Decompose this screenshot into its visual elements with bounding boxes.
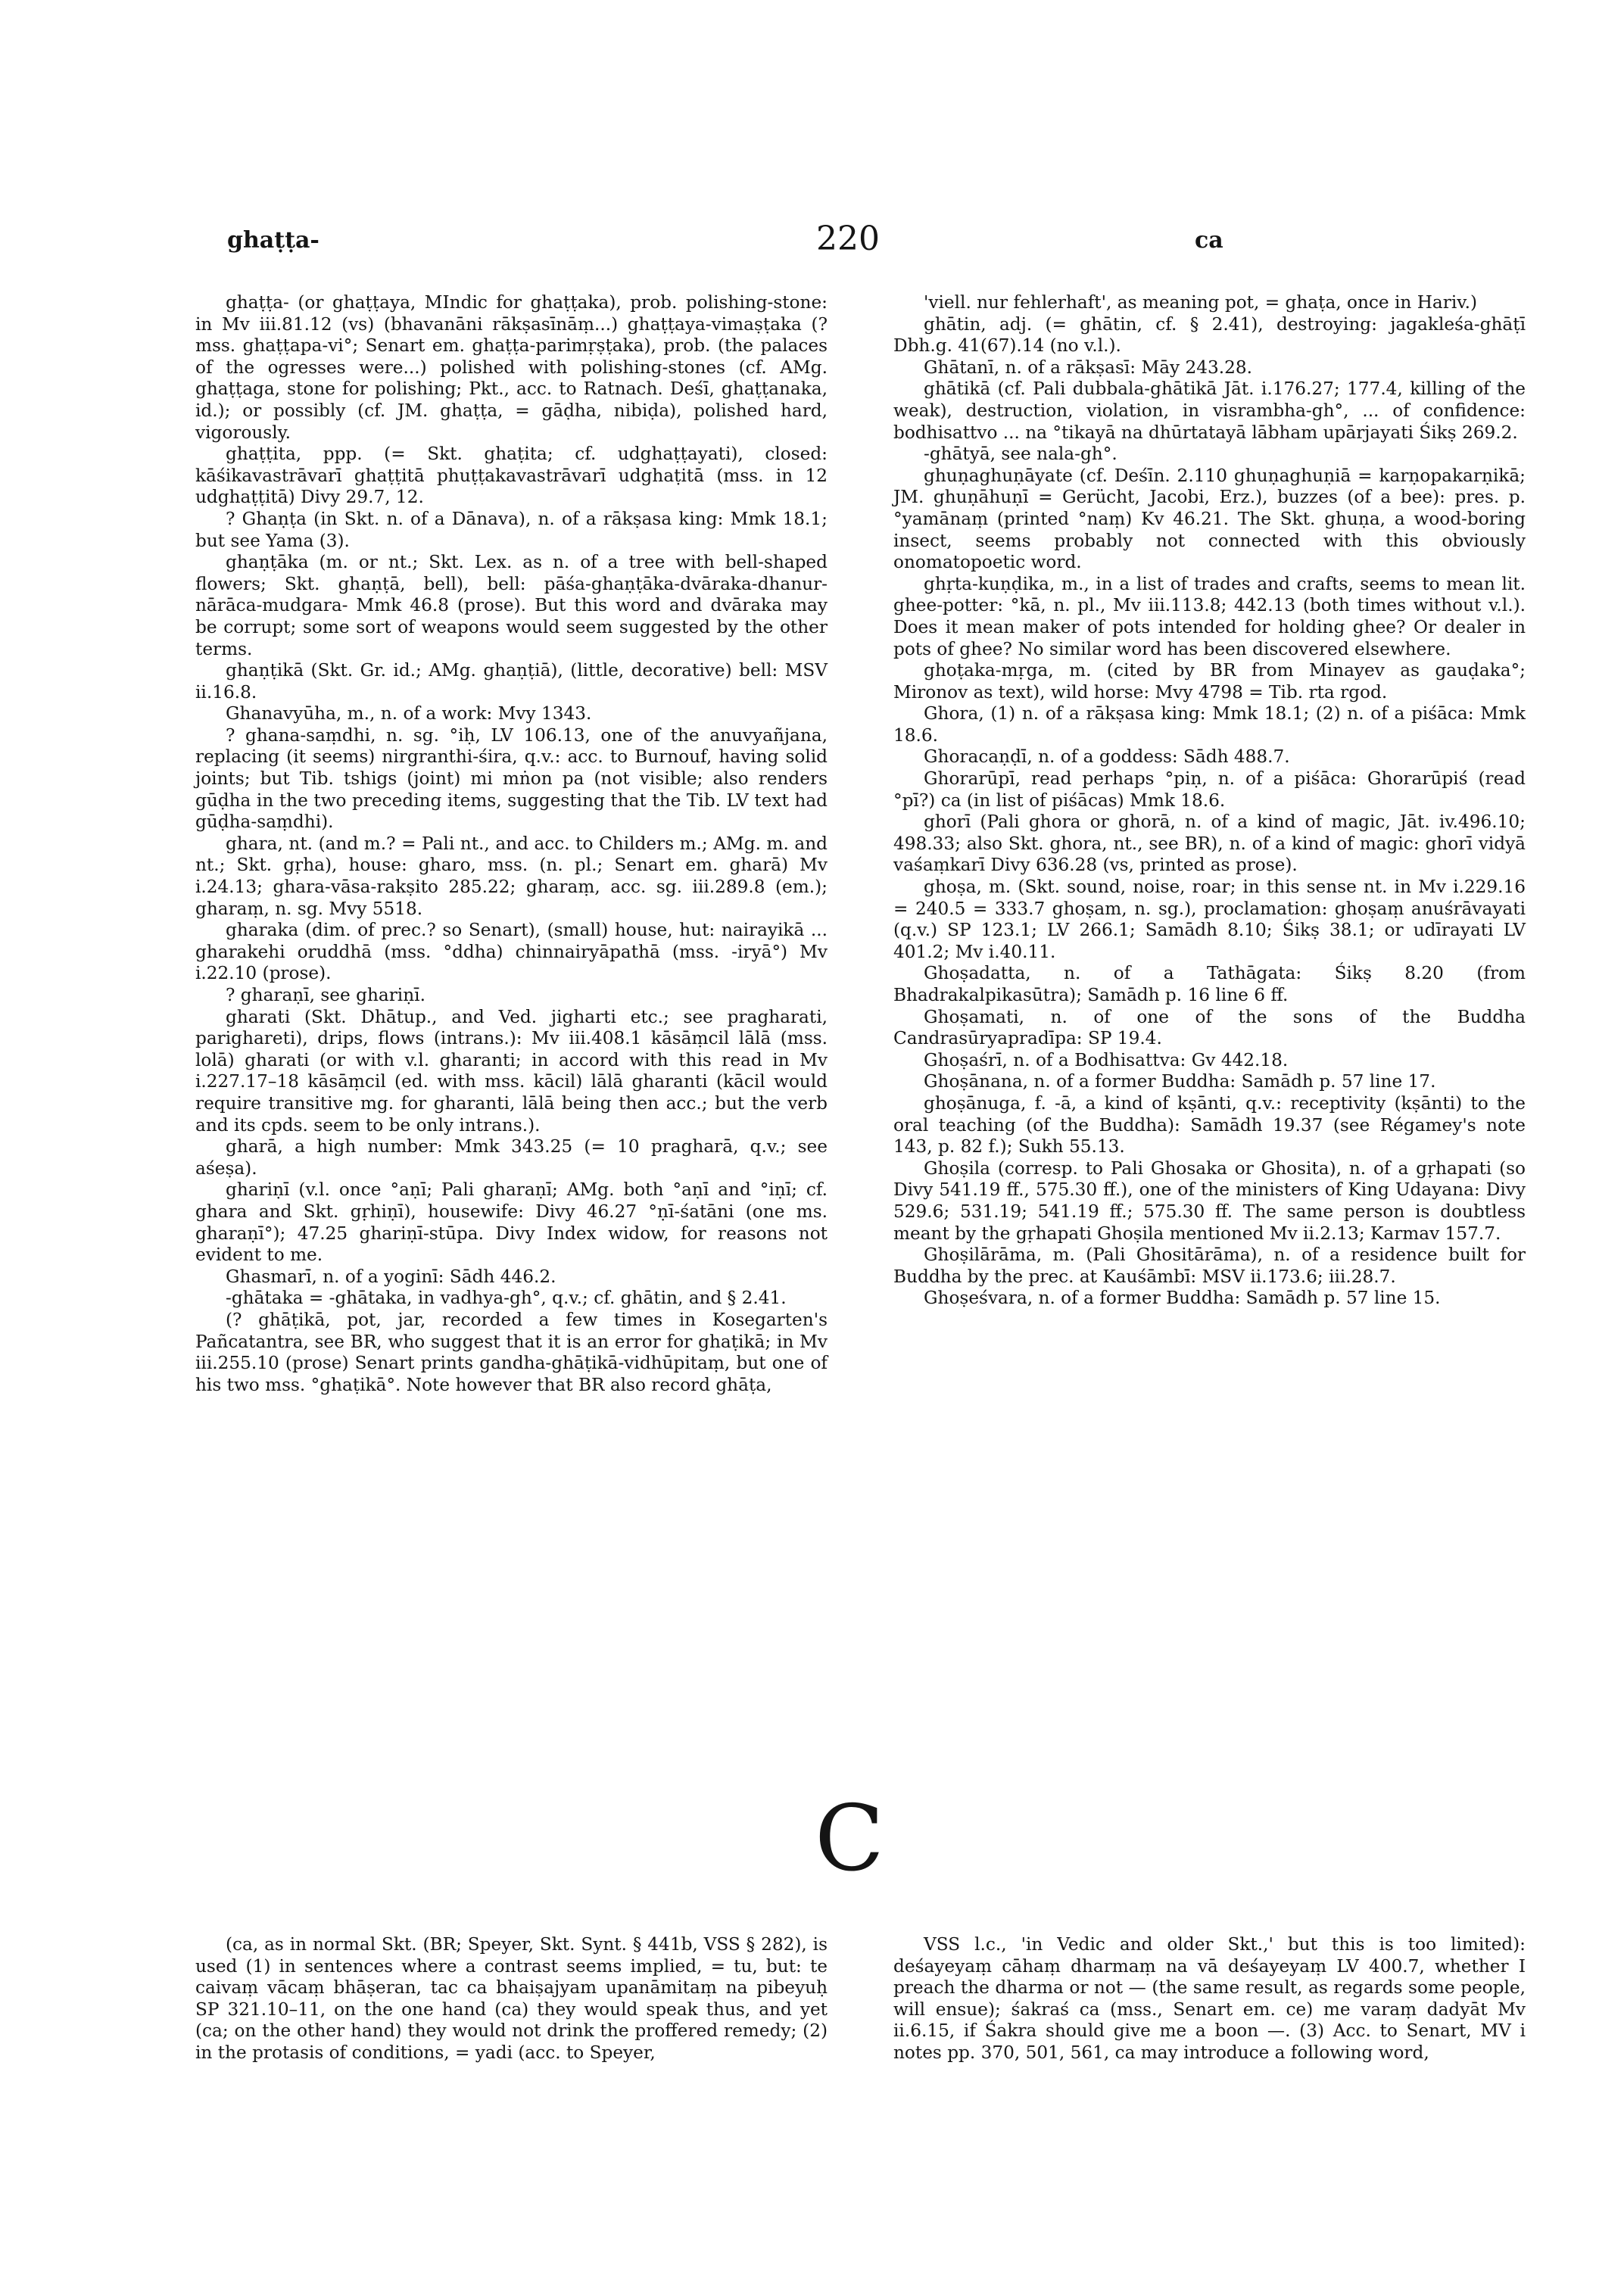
running-head-left: ghaṭṭa- bbox=[227, 227, 320, 254]
dictionary-entry: Ghoracaṇḍī, n. of a goddess: Sādh 488.7. bbox=[924, 746, 1290, 768]
dictionary-entry: gharaka (dim. of prec.? so Senart), (small) house, hut: nairayikā ... gharakehi oruddhā (mss. °ddha) chinnairyāpathā (mss. -iryā°) Mv i.22.10 (prose). bbox=[195, 920, 828, 984]
dictionary-entry: Ghātanī, n. of a rākṣasī: Māy 243.28. bbox=[924, 357, 1253, 378]
dictionary-entry: ghātin, adj. (= ghātin, cf. § 2.41), destroying: jagakleśa-ghāṭī Dbh.g. 41(67).14 (no v.l.). bbox=[893, 313, 1526, 357]
dictionary-entry: Ghoṣānana, n. of a former Buddha: Samādh p. 57 line 17. bbox=[924, 1071, 1436, 1092]
dictionary-entry: ghātikā (cf. Pali dubbala-ghātikā Jāt. i.176.27; 177.4, killing of the weak), destruction, violation, in visrambha-gh°, ... of confidence: bodhisattvo ... na °tikayā na dhūrtatayā lābham upārjayati Śikṣ 269.2. bbox=[893, 379, 1526, 443]
dictionary-entry: ghorī (Pali ghora or ghorā, n. of a kind of magic, Jāt. iv.496.10; 498.33; also Skt. ghora, nt., see BR), n. of a kind of magic: ghorī vidyā vaśaṃkarī Divy 636.28 (vs, printed as prose). bbox=[893, 812, 1526, 876]
page-number: 220 bbox=[816, 220, 880, 258]
dictionary-entry: Ghoṣamati, n. of one of the sons of the Buddha Candrasūryapradīpa: SP 19.4. bbox=[893, 1006, 1526, 1049]
dictionary-entry: (? ghāṭikā, pot, jar, recorded a few times in Kosegarten's Pañcatantra, see BR, who suggest that it is an error for ghaṭikā; in Mv iii.255.10 (prose) Senart prints gandha-ghāṭikā-vidhūpitaṃ, but one of his two mss. °ghaṭikā°. Note however that BR also record ghāṭa, bbox=[195, 1309, 828, 1395]
dictionary-entry: Ghorarūpī, read perhaps °piṇ, n. of a piśāca: Ghorarūpiś (read °pī?) ca (in list of piśācas) Mmk 18.6. bbox=[893, 768, 1526, 811]
dictionary-entry: VSS l.c., 'in Vedic and older Skt.,' but this is too limited): deśayeyaṃ cāhaṃ dharmaṃ na vā deśayeyaṃ LV 400.7, whether I preach the dharma or not — (the same result, as regards some people, will ensue); śakraś ca (mss., Senart em. ce) me varaṃ dadyāt Mv ii.6.15, if Śakra should give me a boon —. (3) Acc. to Senart, MV i notes pp. 370, 501, 561, ca may introduce a following word, bbox=[893, 1934, 1526, 2063]
dictionary-entry: Ghoṣilārāma, m. (Pali Ghositārāma), n. of a residence built for Buddha by the prec. at Kauśāmbī: MSV ii.173.6; iii.28.7. bbox=[893, 1245, 1526, 1287]
dictionary-entry: ghara, nt. (and m.? = Pali nt., and acc. to Childers m.; AMg. m. and nt.; Skt. gṛha), house: gharo, mss. (n. pl.; Senart em. gharā) Mv i.24.13; ghara-vāsa-rakṣito 285.22; gharaṃ, acc. sg. iii.289.8 (em.); gharaṃ, n. sg. Mvy 5518. bbox=[195, 833, 828, 919]
dictionary-entry: ghoṣānuga, f. -ā, a kind of kṣānti, q.v.: receptivity (kṣānti) to the oral teaching (of the Buddha): Samādh 19.37 (see Régamey's note 143, p. 82 f.); Sukh 55.13. bbox=[893, 1092, 1526, 1157]
dictionary-entry: ghaṭṭa- (or ghaṭṭaya, MIndic for ghaṭṭaka), prob. polishing-stone: in Mv iii.81.12 (vs) (bhavanāni rākṣasīnāṃ...) ghaṭṭaya-vimaṣṭaka (? mss. ghaṭṭapa-vi°; Senart em. ghaṭṭa-parimṛṣṭaka), prob. (the palaces of the ogresses were...) polished with polishing-stones (cf. AMg. ghaṭṭaga, stone for polishing; Pkt., acc. to Ratnach. Deśī, ghaṭṭanaka, id.); or possibly (cf. JM. ghaṭṭa, = gāḍha, nibiḍa), polished hard, vigorously. bbox=[195, 292, 828, 443]
dictionary-entry: Ghanavyūha, m., n. of a work: Mvy 1343. bbox=[226, 703, 592, 724]
dictionary-entry: (ca, as in normal Skt. (BR; Speyer, Skt. Synt. § 441b, VSS § 282), is used (1) in sentences where a contrast seems implied, = tu, but: te caivaṃ vācaṃ bhāṣeran, tac ca bhaiṣajyam upanāmitaṃ na pibeyuḥ SP 321.10–11, on the one hand (ca) they would speak thus, and yet (ca; on the other hand) they would not drink the proffered remedy; (2) in the protasis of conditions, = yadi (acc. to Speyer, bbox=[195, 1934, 828, 2063]
dictionary-entry: ghoṭaka-mṛga, m. (cited by BR from Minayev as gauḍaka°; Mironov as text), wild horse: Mvy 4798 = Tib. rta rgod. bbox=[893, 660, 1526, 703]
left-column bbox=[195, 292, 828, 1396]
right-column bbox=[893, 292, 1526, 1310]
dictionary-entry: Ghoṣaśrī, n. of a Bodhisattva: Gv 442.18. bbox=[924, 1049, 1289, 1070]
dictionary-entry: Ghoṣila (corresp. to Pali Ghosaka or Ghosita), n. of a gṛhapati (so Divy 541.19 ff., 575.30 ff.), one of the ministers of King Udayana: Divy 529.6; 531.19; 541.19 ff.; 575.30 ff. The same person is doubtless meant by the gṛhapati Ghoṣila mentioned Mv ii.2.13; Karmav 157.7. bbox=[893, 1157, 1526, 1244]
dictionary-entry: gharati (Skt. Dhātup., and Ved. jigharti etc.; see pragharati, parighareti), drips, flows (intrans.): Mv iii.408.1 kāsāṃcil lālā (mss. lolā) gharati (or with v.l. gharanti; in accord with this read in Mv i.227.17–18 kāsāṃcil (ed. with mss. kācil) lālā gharanti (kācil would require transitive mg. for gharanti, lālā being then acc.; but the verb and its cpds. seem to be only intrans.). bbox=[195, 1006, 828, 1136]
running-head-right: ca bbox=[1195, 227, 1223, 254]
dictionary-entry: ? Ghaṇṭa (in Skt. n. of a Dānava), n. of a rākṣasa king: Mmk 18.1; but see Yama (3). bbox=[195, 508, 828, 551]
dictionary-entry: ghaṭṭita, ppp. (= Skt. ghaṭita; cf. udghaṭṭayati), closed: kāśikavastrāvarī ghaṭṭitā phuṭṭakavastrāvarī udghaṭitā (mss. in 12 udghaṭṭitā) Divy 29.7, 12. bbox=[195, 444, 828, 508]
dictionary-entry: ? ghana-saṃdhi, n. sg. °iḥ, LV 106.13, one of the anuvyañjana, replacing (it seems) nirgranthi-śira, q.v.: acc. to Burnouf, having solid joints; but Tib. tshigs (joint) mi mṅon pa (not visible; also renders gūḍha in the two preceding items, suggesting that the Tib. LV text had gūḍha-saṃdhi). bbox=[195, 724, 828, 833]
section-letter: C bbox=[815, 1787, 884, 1892]
dictionary-entry: gharā, a high number: Mmk 343.25 (= 10 pragharā, q.v.; see aśeṣa). bbox=[195, 1136, 828, 1179]
dictionary-entry: ghoṣa, m. (Skt. sound, noise, roar; in this sense nt. in Mv i.229.16 = 240.5 = 333.7 ghoṣam, n. sg.), proclamation: ghoṣaṃ anuśrāvayati (q.v.) SP 123.1; LV 266.1; Samādh 8.10; Śikṣ 38.1; or udīrayati LV 401.2; Mv i.40.11. bbox=[893, 877, 1526, 962]
dictionary-entry: Ghoṣadatta, n. of a Tathāgata: Śikṣ 8.20 (from Bhadrakalpikasūtra); Samādh p. 16 line 6 ff. bbox=[893, 963, 1526, 1005]
c-right-column bbox=[893, 1934, 1526, 2064]
dictionary-entry: Ghoṣeśvara, n. of a former Buddha: Samādh p. 57 line 15. bbox=[924, 1288, 1441, 1309]
dictionary-entry: ghaṇṭāka (m. or nt.; Skt. Lex. as n. of a tree with bell-shaped flowers; Skt. ghaṇṭā, bell), bell: pāśa-ghaṇṭāka-dvāraka-dhanur-nārāca-mudgara- Mmk 46.8 (prose). But this word and dvāraka may be corrupt; some sort of weapons would seem suggested by the other terms. bbox=[195, 552, 828, 659]
dictionary-entry: ghuṇaghuṇāyate (cf. Deśīn. 2.110 ghuṇaghuṇiā = karṇopakarṇikā; JM. ghuṇāhuṇī = Gerücht, Jacobi, Erz.), buzzes (of a bee): pres. p. °yamānaṃ (printed °naṃ) Kv 46.21. The Skt. ghuṇa, a wood-boring insect, seems probably not connected with this obviously onomatopoetic word. bbox=[893, 465, 1526, 573]
dictionary-entry: -ghātyā, see nala-gh°. bbox=[924, 444, 1117, 465]
c-left-column bbox=[195, 1934, 828, 2064]
dictionary-entry: ghariṇī (v.l. once °aṇī; Pali gharaṇī; AMg. both °aṇī and °iṇī; cf. ghara and Skt. gṛhiṇī), housewife: Divy 46.27 °ṇī-śatāni (one ms. gharaṇī°); 47.25 ghariṇī-stūpa. Divy Index widow, for reasons not evident to me. bbox=[195, 1179, 828, 1266]
dictionary-entry: Ghora, (1) n. of a rākṣasa king: Mmk 18.1; (2) n. of a piśāca: Mmk 18.6. bbox=[893, 703, 1526, 746]
dictionary-entry: ghṛta-kuṇḍika, m., in a list of trades and crafts, seems to mean lit. ghee-potter: °kā, n. pl., Mv iii.113.8; 442.13 (both times without v.l.). Does it mean maker of pots intended for holding ghee? Or dealer in pots of ghee? No similar word has been discovered elsewhere. bbox=[893, 573, 1526, 659]
dictionary-entry: ? gharaṇī, see ghariṇī. bbox=[226, 985, 425, 1005]
dictionary-entry: -ghātaka = -ghātaka, in vadhya-gh°, q.v.; cf. ghātin, and § 2.41. bbox=[226, 1288, 787, 1309]
dictionary-entry: Ghasmarī, n. of a yoginī: Sādh 446.2. bbox=[226, 1266, 556, 1287]
dictionary-entry: ghaṇṭikā (Skt. Gr. id.; AMg. ghaṇṭiā), (little, decorative) bell: MSV ii.16.8. bbox=[195, 660, 828, 703]
dictionary-entry: 'viell. nur fehlerhaft', as meaning pot, = ghaṭa, once in Hariv.) bbox=[924, 292, 1478, 313]
